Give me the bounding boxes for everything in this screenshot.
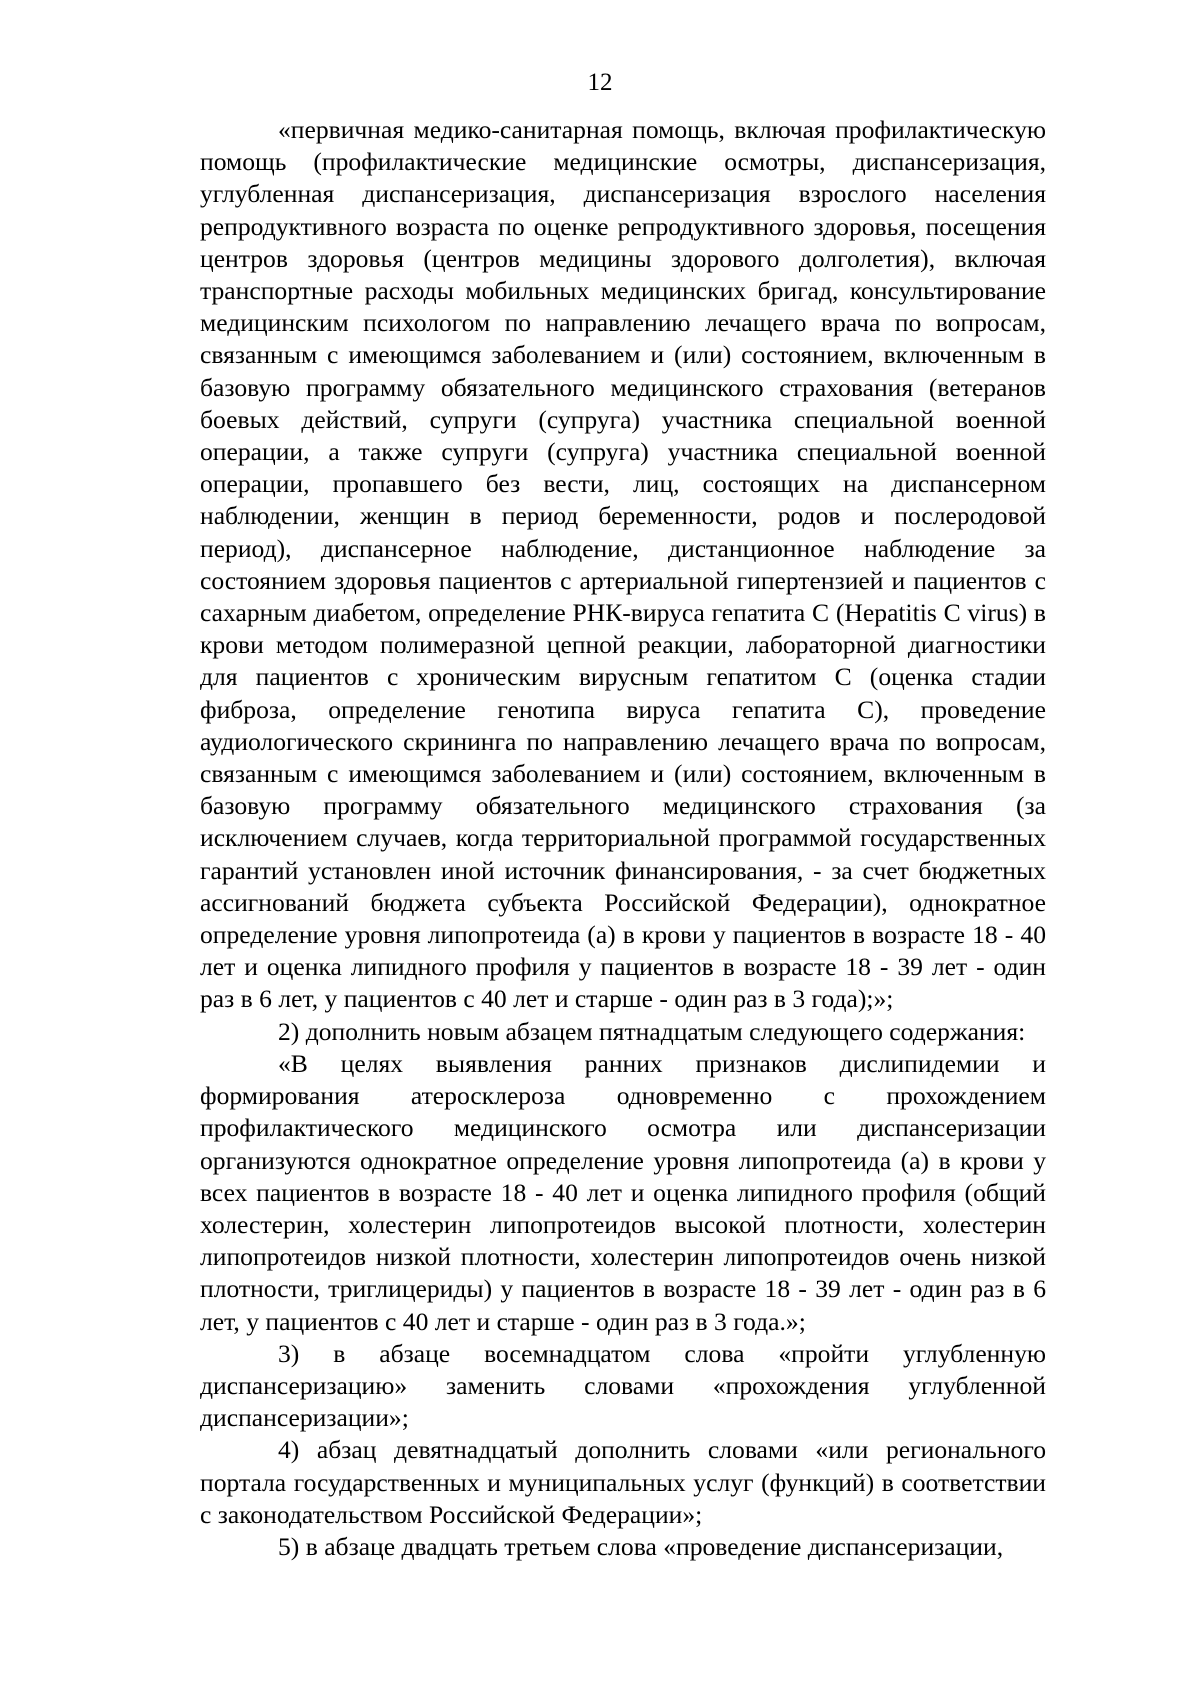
document-body [200, 114, 1046, 1563]
paragraph-item-5: 5) в абзаце двадцать третьем слова «проведение диспансеризации, [278, 1531, 1004, 1561]
paragraph-new-abzac: «В целях выявления ранних признаков дислипидемии и формирования атеросклероза одновременно с прохождением профилактического медицинского осмотра или диспансеризации организуются однократное определение уровня липопротеида (а) в крови у всех пациентов в возрасте 18 - 40 лет и оценка липидного профиля (общий холестерин, холестерин липопротеидов высокой плотности, холестерин липопротеидов низкой плотности, холестерин липопротеидов очень низкой плотности, триглицериды) у пациентов в возрасте 18 - 39 лет - один раз в 6 лет, у пациентов с 40 лет и старше - один раз в 3 года.»; [200, 1048, 1046, 1336]
paragraph-item-4: 4) абзац девятнадцатый дополнить словами «или регионального портала государственных и муниципальных услуг (функций) в соответствии с законодательством Российской Федерации»; [200, 1435, 1046, 1529]
paragraph-item-2: 2) дополнить новым абзацем пятнадцатым следующего содержания: [278, 1016, 1026, 1046]
paragraph-item-3: 3) в абзаце восемнадцатом слова «пройти углубленную диспансеризацию» заменить словами «прохождения углубленной диспансеризации»; [200, 1338, 1046, 1433]
page-number: 12 [587, 69, 613, 96]
paragraph-primary-care: «первичная медико-санитарная помощь, включая профилактическую помощь (профилактические медицинские осмотры, диспансеризация, углубленная диспансеризация, диспансеризация взрослого населения репродуктивного возраста по оценке репродуктивного здоровья, посещения центров здоровья (центров медицины здорового долголетия), включая транспортные расходы мобильных медицинских бригад, консультирование медицинским психологом по направлению лечащего врача по вопросам, связанным с имеющимся заболеванием и (или) состоянием, включенным в базовую программу обязательного медицинского страхования (ветеранов боевых действий, супруги (супруга) участника специальной военной операции, а также супруги (супруга) участника специальной военной операции, пропавшего без вести, лиц, состоящих на диспансерном наблюдении, женщин в период беременности, родов и послеродовой период), диспансерное наблюдение, дистанционное наблюдение за состоянием здоровья пациентов с артериальной гипертензией и пациентов с сахарным диабетом, определение РНК-вируса гепатита C (Hepatitis C virus) в крови методом полимеразной цепной реакции, лабораторной диагностики для пациентов с хроническим вирусным гепатитом C (оценка стадии фиброза, определение генотипа вируса гепатита C), проведение аудиологического скрининга по направлению лечащего врача по вопросам, связанным с имеющимся заболеванием и (или) состоянием, включенным в базовую программу обязательного медицинского страхования (за исключением случаев, когда территориальной программой государственных гарантий установлен иной источник финансирования, - за счет бюджетных ассигнований бюджета субъекта Российской Федерации), однократное определение уровня липопротеида (а) в крови у пациентов в возрасте 18 - 40 лет и оценка липидного профиля у пациентов в возрасте 18 - 39 лет - один раз в 6 лет, у пациентов с 40 лет и старше - один раз в 3 года);»; [200, 115, 1046, 1014]
